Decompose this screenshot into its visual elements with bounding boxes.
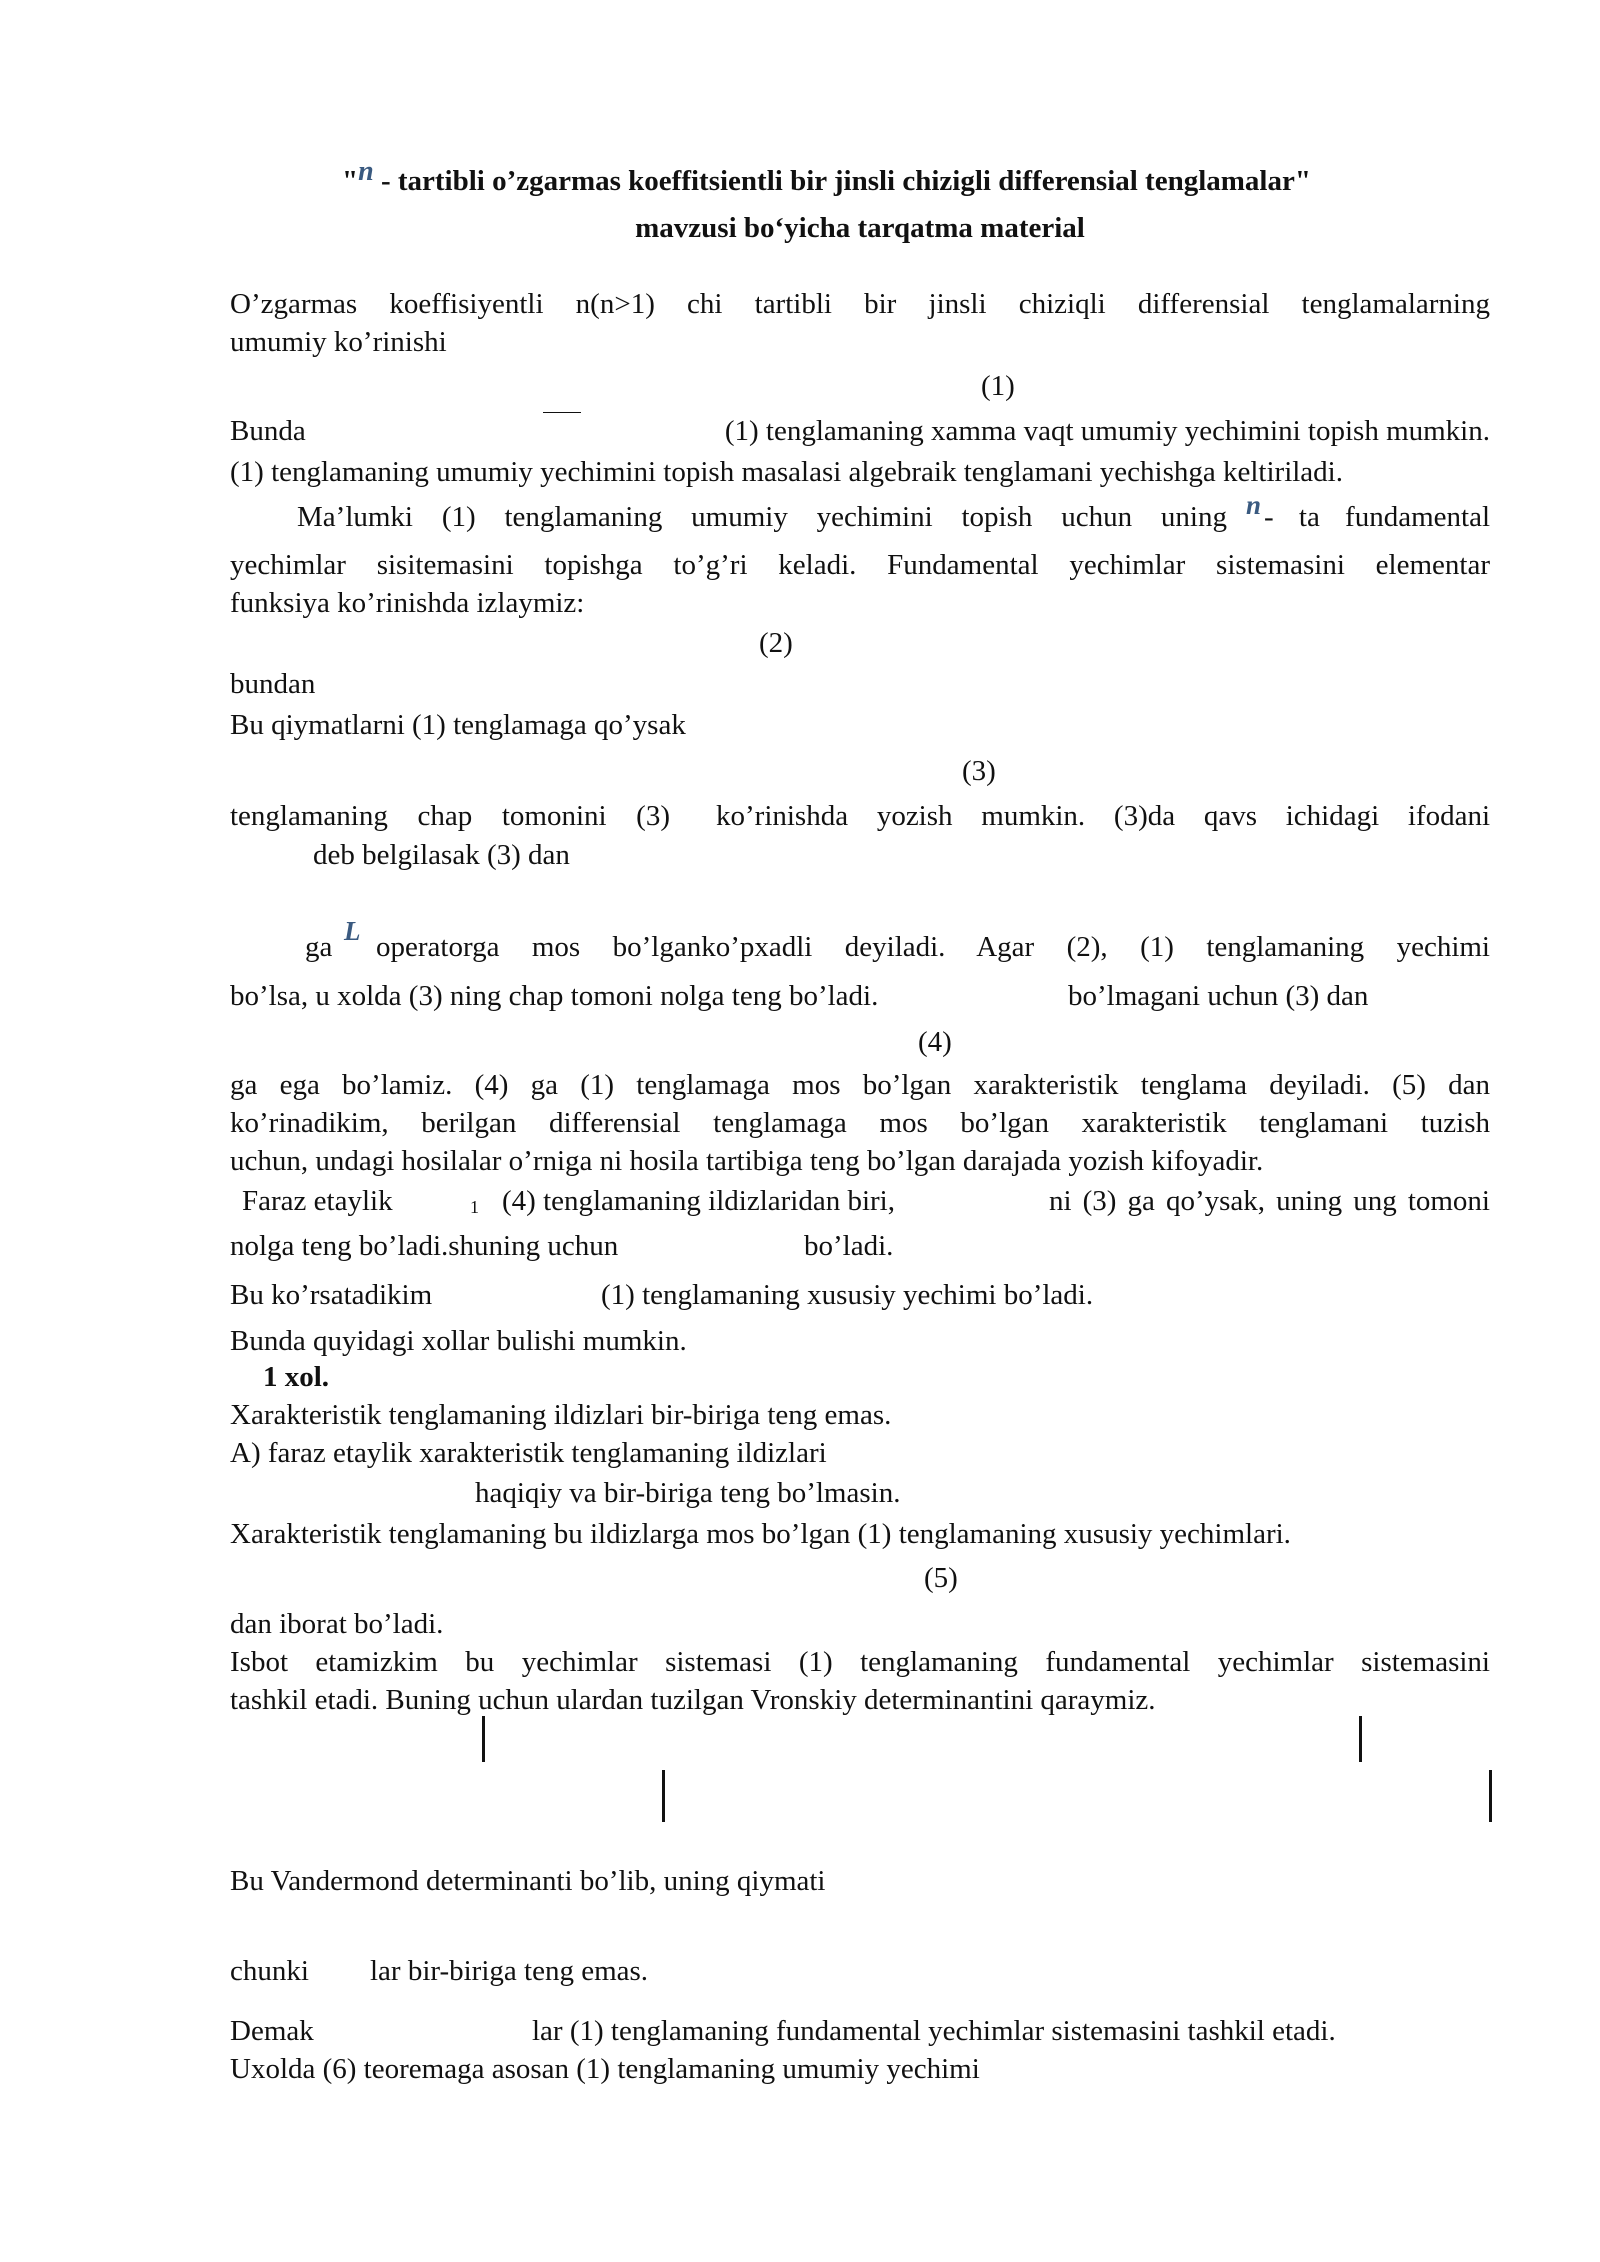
paragraph-2-line-2: (1) tenglamaning umumiy yechimini topish masalasi algebraik tenglamani yechishga keltiriladi. bbox=[230, 456, 1343, 488]
paragraph-3-line-3: funksiya ko’rinishda izlaymiz: bbox=[230, 587, 585, 619]
paragraph-18-left: chunki bbox=[230, 1955, 309, 1987]
paragraph-7-line-1: ga ega bo’lamiz. (4) ga (1) tenglamaga mos bo’lgan xarakteristik tenglama deyiladi. (5) dan bbox=[230, 1069, 1490, 1101]
paragraph-15: dan iborat bo’ladi. bbox=[230, 1608, 444, 1640]
paragraph-6-line-2-left: bo’lsa, u xolda (3) ning chap tomoni nolga teng bo’ladi. bbox=[230, 980, 879, 1012]
paragraph-9-left: Bu ko’rsatadikim bbox=[230, 1279, 433, 1311]
paragraph-14: Xarakteristik tenglamaning bu ildizlarga mos bo’lgan (1) tenglamaning xususiy yechimlari. bbox=[230, 1518, 1291, 1550]
determinant-bar-right-bottom bbox=[1489, 1770, 1492, 1822]
paragraph-17: Bu Vandermond determinanti bo’lib, uning qiymati bbox=[230, 1865, 826, 1897]
paragraph-2-line-1-right: (1) tenglamaning xamma vaqt umumiy yechimini topish mumkin. bbox=[724, 415, 1490, 447]
paragraph-7-line-2: ko’rinadikim, berilgan differensial tenglamaga mos bo’lgan xarakteristik tenglamani tuzish bbox=[230, 1107, 1490, 1139]
paragraph-5-line-1-right: ko’rinishda yozish mumkin. (3)da qavs ichidagi ifodani bbox=[716, 800, 1490, 832]
n-symbol-icon: n bbox=[358, 156, 374, 187]
paragraph-1-line-1: O’zgarmas koeffisiyentli n(n>1) chi tartibli bir jinsli chiziqli differensial tenglamalarning bbox=[230, 288, 1490, 320]
paragraph-1-line-2: umumiy ko’rinishi bbox=[230, 326, 447, 358]
paragraph-16-line-2: tashkil etadi. Buning uchun ulardan tuzilgan Vronskiy determinantini qaraymiz. bbox=[230, 1684, 1156, 1716]
equation-number-3: (3) bbox=[962, 755, 996, 787]
n-symbol-icon: n bbox=[1246, 490, 1262, 520]
paragraph-20: Uxolda (6) teoremaga asosan (1) tenglamaning umumiy yechimi bbox=[230, 2053, 980, 2085]
paragraph-5-line-2: deb belgilasak (3) dan bbox=[313, 839, 570, 871]
paragraph-18-right: lar bir-biriga teng emas. bbox=[370, 1955, 649, 1987]
case-1-heading: 1 xol. bbox=[263, 1361, 330, 1393]
title-text: - tartibli o’zgarmas koeffitsientli bir jinsli chizigli differensial tenglamalar" bbox=[373, 165, 1311, 197]
paragraph-8-line-2-right: bo’ladi. bbox=[804, 1230, 894, 1262]
equation-number-2: (2) bbox=[759, 627, 793, 659]
placeholder-dash bbox=[543, 412, 581, 413]
paragraph-10: Bunda quyidagi xollar bulishi mumkin. bbox=[230, 1325, 687, 1357]
paragraph-8-line-1-mid: (4) tenglamaning ildizlaridan biri, bbox=[502, 1185, 895, 1217]
equation-number-1: (1) bbox=[981, 370, 1015, 402]
equation-number-5: (5) bbox=[924, 1562, 958, 1594]
paragraph-3-line-1-left: Ma’lumki (1) tenglamaning umumiy yechimini topish uchun uning bbox=[297, 501, 1227, 533]
equation-number-4: (4) bbox=[918, 1026, 952, 1058]
paragraph-8-line-2-left: nolga teng bo’ladi.shuning uchun bbox=[230, 1230, 619, 1262]
title-quote-open: " bbox=[342, 165, 359, 197]
paragraph-8-line-1-left: Faraz etaylik bbox=[242, 1185, 393, 1217]
paragraph-5-line-1-left: tenglamaning chap tomonini (3) bbox=[230, 800, 670, 832]
paragraph-4: Bu qiymatlarni (1) tenglamaga qo’ysak bbox=[230, 709, 686, 741]
paragraph-13: haqiqiy va bir-biriga teng bo’lmasin. bbox=[475, 1477, 901, 1509]
paragraph-7-line-3: uchun, undagi hosilalar o’rniga ni hosila tartibiga teng bo’lgan darajada yozish kifoyadir. bbox=[230, 1145, 1264, 1177]
operator-l-icon: L bbox=[344, 916, 361, 946]
paragraph-2-line-1-left: Bunda bbox=[230, 415, 306, 447]
paragraph-11: Xarakteristik tenglamaning ildizlari bir-biriga teng emas. bbox=[230, 1399, 892, 1431]
paragraph-8-subscript: 1 bbox=[470, 1197, 479, 1217]
determinant-bar-left-bottom bbox=[662, 1770, 665, 1822]
paragraph-6-ga: ga bbox=[305, 931, 333, 963]
paragraph-6-line-2-right: bo’lmagani uchun (3) dan bbox=[1068, 980, 1369, 1012]
paragraph-9-right: (1) tenglamaning xususiy yechimi bo’ladi. bbox=[601, 1279, 1094, 1311]
title-line-1 bbox=[342, 156, 1442, 201]
paragraph-12: A) faraz etaylik xarakteristik tenglamaning ildizlari bbox=[230, 1437, 827, 1469]
paragraph-16-line-1: Isbot etamizkim bu yechimlar sistemasi (1) tenglamaning fundamental yechimlar sistemasini bbox=[230, 1646, 1490, 1678]
paragraph-3-line-1-right: - ta fundamental bbox=[1264, 501, 1490, 533]
paragraph-8-line-1-right: ni (3) ga qo’ysak, uning ung tomoni bbox=[1049, 1185, 1490, 1217]
determinant-bar-right-top bbox=[1359, 1716, 1362, 1762]
bundan-text: bundan bbox=[230, 668, 316, 700]
paragraph-3-line-2: yechimlar sisitemasini topishga to’g’ri keladi. Fundamental yechimlar sistemasini elementar bbox=[230, 549, 1490, 581]
paragraph-19-left: Demak bbox=[230, 2015, 314, 2047]
paragraph-19-right: lar (1) tenglamaning fundamental yechimlar sistemasini tashkil etadi. bbox=[532, 2015, 1336, 2047]
determinant-bar-left-top bbox=[482, 1716, 485, 1762]
title-line-2: mavzusi bo‘yicha tarqatma material bbox=[635, 212, 1085, 244]
paragraph-6-line-1-right: operatorga mos bo’lganko’pxadli deyiladi. Agar (2), (1) tenglamaning yechimi bbox=[376, 931, 1490, 963]
